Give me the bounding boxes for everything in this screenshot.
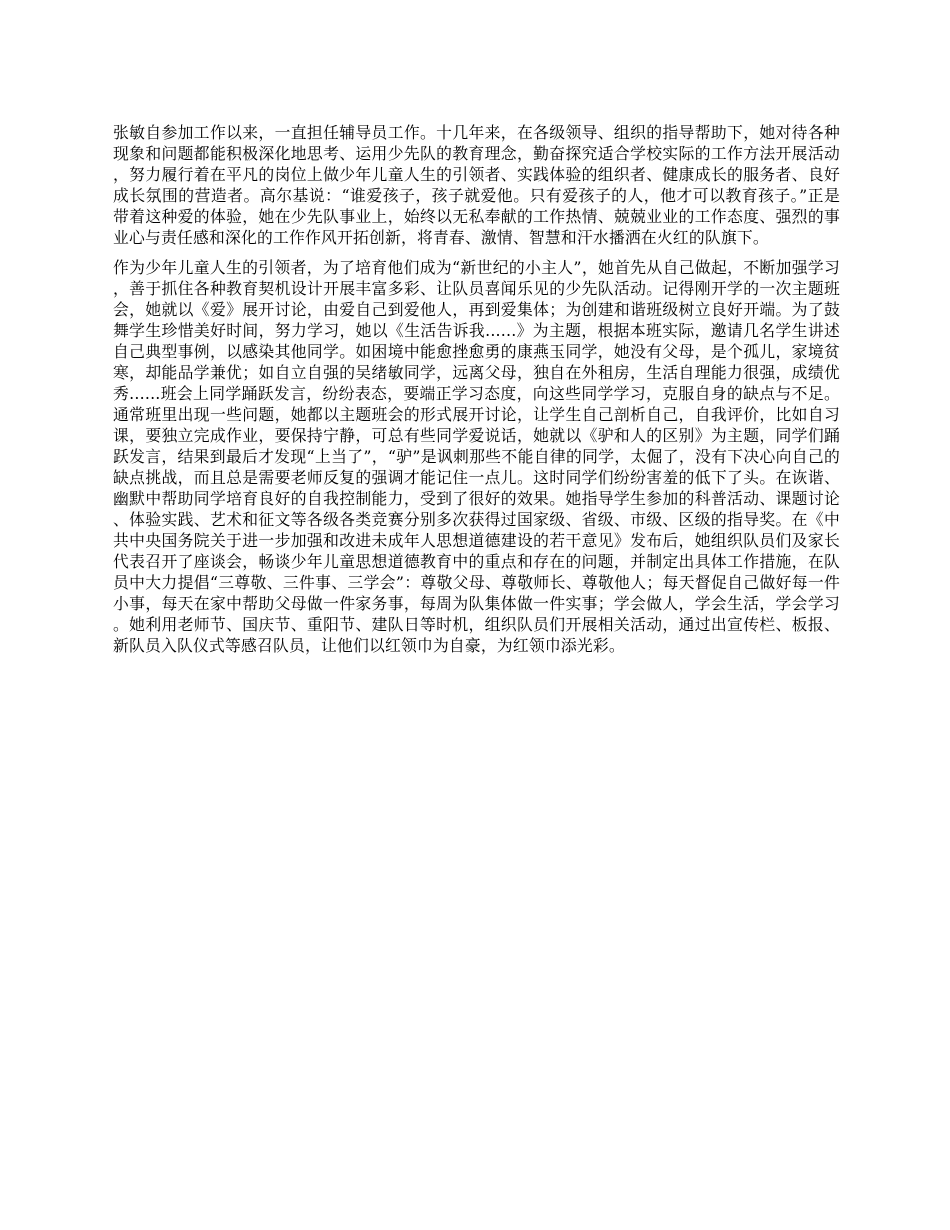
paragraph-intro: 张敏自参加工作以来，一直担任辅导员工作。十几年来，在各级领导、组织的指导帮助下，她对待各种现象和问题都能积极深化地思考、运用少先队的教育理念，勤奋探究适合学校实际的工作方法开展活动，努力履行着在平凡的岗位上做少年儿童人生的引领者、实践体验的组织者、健康成长的服务者、良好成长氛围的营造者。高尔基说：“谁爱孩子，孩子就爱他。只有爱孩子的人，他才可以教育孩子。”正是带着这种爱的体验，她在少先队事业上，始终以无私奉献的工作热情、兢兢业业的工作态度、强烈的事业心与责任感和深化的工作作风开拓创新，将青春、激情、智慧和汗水播洒在火红的队旗下。 xyxy=(113,123,840,247)
paragraph-activities: 作为少年儿童人生的引领者，为了培育他们成为“新世纪的小主人”，她首先从自己做起，不断加强学习，善于抓住各种教育契机设计开展丰富多彩、让队员喜闻乐见的少先队活动。记得刚开学的一次主题班会，她就以《爱》展开讨论，由爱自己到爱他人，再到爱集体；为创建和谐班级树立良好开端。为了鼓舞学生珍惜美好时间，努力学习，她以《生活告诉我......》为主题，根据本班实际，邀请几名学生讲述自己典型事例，以感染其他同学。如困境中能愈挫愈勇的康燕玉同学，她没有父母，是个孤儿，家境贫寒，却能品学兼优；如自立自强的吴绪敏同学，远离父母，独自在外租房，生活自理能力很强，成绩优秀......班会上同学踊跃发言，纷纷表态，要端正学习态度，向这些同学学习，克服自身的缺点与不足。通常班里出现一些问题，她都以主题班会的形式展开讨论，让学生自己剖析自己，自我评价，比如自习课，要独立完成作业，要保持宁静，可总有些同学爱说话，她就以《驴和人的区别》为主题，同学们踊跃发言，结果到最后才发现“上当了”，“驴”是讽刺那些不能自律的同学，太倔了，没有下决心向自己的缺点挑战，而且总是需要老师反复的强调才能记住一点儿。这时同学们纷纷害羞的低下了头。在诙谐、幽默中帮助同学培育良好的自我控制能力，受到了很好的效果。她指导学生参加的科普活动、课题讨论、体验实践、艺术和征文等各级各类竞赛分别多次获得过国家级、省级、市级、区级的指导奖。在《中共中央国务院关于进一步加强和改进未成年人思想道德建设的若干意见》发布后，她组织队员们及家长代表召开了座谈会，畅谈少年儿童思想道德教育中的重点和存在的问题，并制定出具体工作措施，在队员中大力提倡“三尊敬、三件事、三学会”：尊敬父母、尊敬师长、尊敬他人；每天督促自己做好每一件小事，每天在家中帮助父母做一件家务事，每周为队集体做一件实事；学会做人，学会生活，学会学习。她利用老师节、国庆节、重阳节、建队日等时机，组织队员们开展相关活动，通过出宣传栏、板报、新队员入队仪式等感召队员，让他们以红领巾为自豪，为红领巾添光彩。 xyxy=(113,258,840,655)
document-body xyxy=(113,122,840,665)
